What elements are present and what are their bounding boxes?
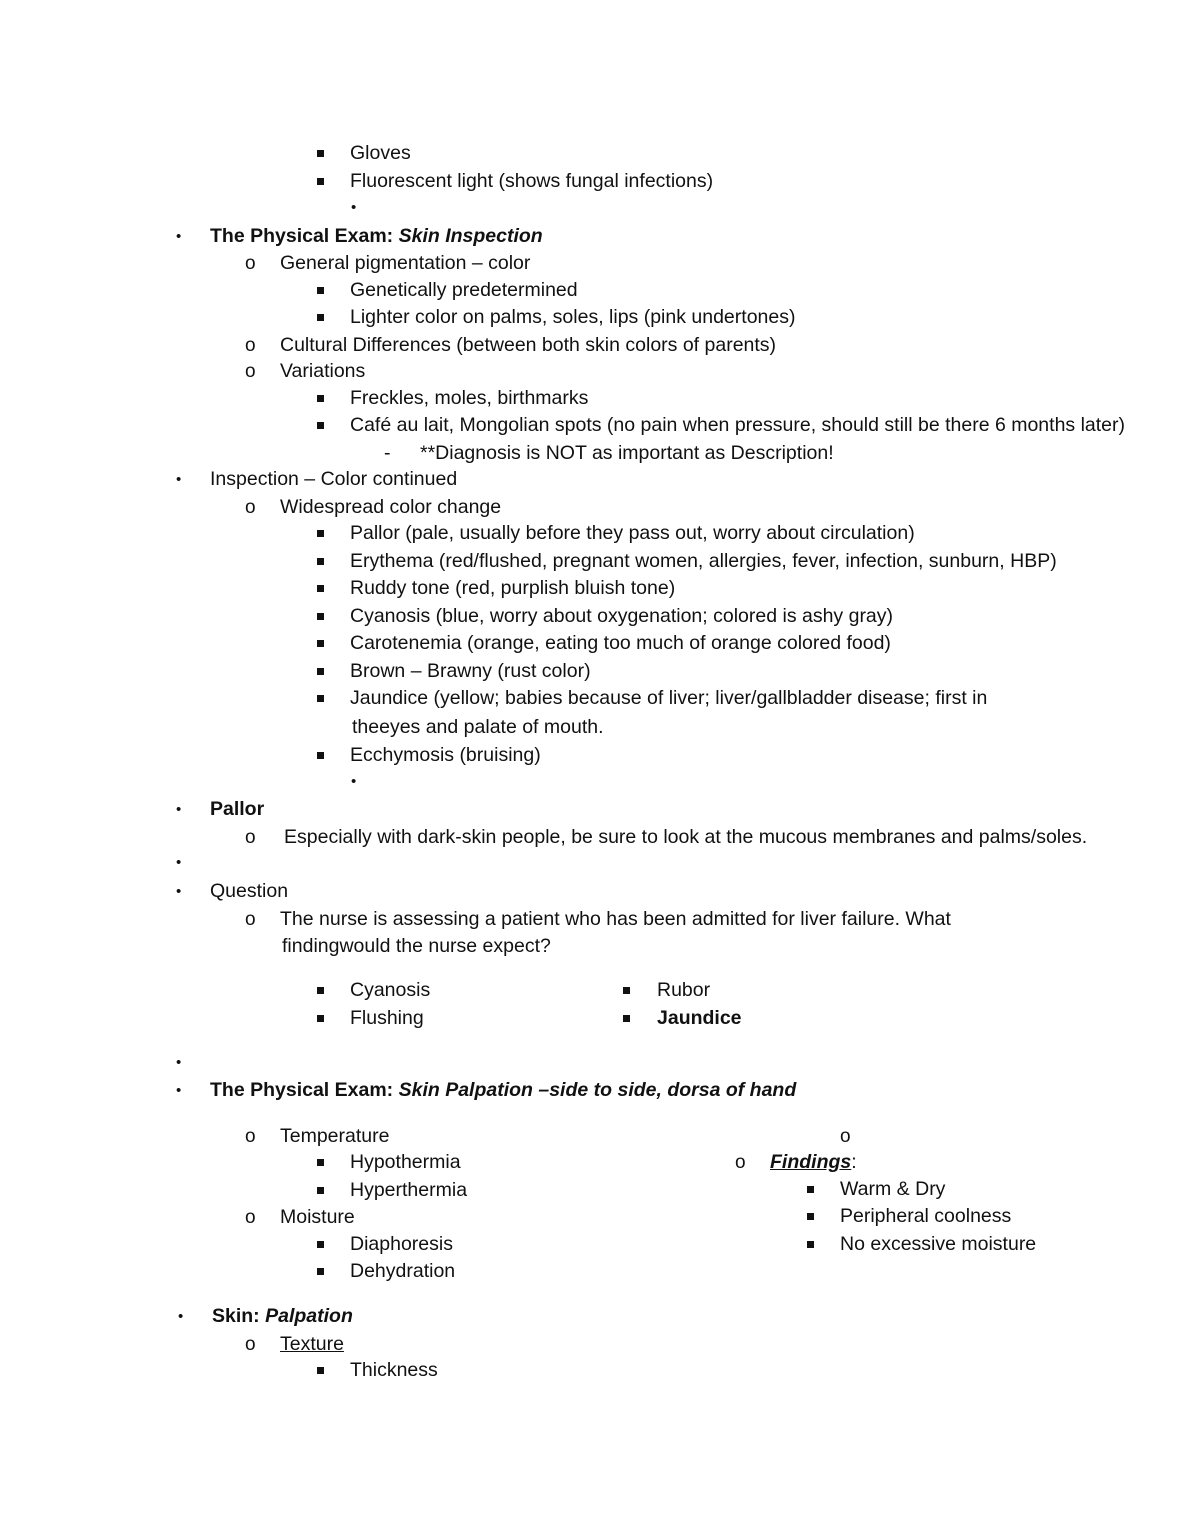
- circle-bullet-icon: o: [245, 497, 256, 518]
- square-bullet-icon: [807, 1186, 814, 1193]
- section-heading: Question: [210, 880, 289, 902]
- circle-bullet-icon: o: [735, 1152, 746, 1173]
- heading-italic-text: Skin Inspection: [398, 225, 543, 247]
- square-bullet-icon: [317, 287, 324, 294]
- list-item: Freckles, moles, birthmarks: [350, 387, 589, 409]
- bullet-icon: •: [176, 854, 182, 871]
- answer-option: Flushing: [350, 1007, 424, 1029]
- section-heading: [210, 1081, 796, 1101]
- list-item: Gloves: [350, 142, 411, 164]
- list-item: Brown – Brawny (rust color): [350, 660, 591, 682]
- square-bullet-icon: [317, 422, 324, 429]
- square-bullet-icon: [317, 1241, 324, 1248]
- findings-label: [770, 1153, 857, 1173]
- heading-bold-text: The Physical Exam:: [210, 1079, 399, 1101]
- circle-bullet-icon: o: [245, 827, 256, 848]
- list-item: Lighter color on palms, soles, lips (pink undertones): [350, 306, 796, 328]
- section-heading: [210, 227, 543, 247]
- square-bullet-icon: [317, 1159, 324, 1166]
- list-item: Diaphoresis: [350, 1233, 453, 1255]
- square-bullet-icon: [317, 1367, 324, 1374]
- square-bullet-icon: [807, 1241, 814, 1248]
- list-item: Especially with dark-skin people, be sure to look at the mucous membranes and palms/soles.: [284, 826, 1088, 848]
- heading-bold-text: Skin:: [212, 1305, 266, 1327]
- square-bullet-icon: [317, 1015, 324, 1022]
- circle-bullet-icon: o: [840, 1126, 851, 1147]
- question-text: The nurse is assessing a patient who has been admitted for liver failure. What: [280, 908, 951, 930]
- circle-bullet-icon: o: [245, 253, 256, 274]
- list-item: Moisture: [280, 1206, 355, 1228]
- circle-bullet-icon: o: [245, 1334, 256, 1355]
- section-heading: [212, 1307, 353, 1327]
- bullet-icon: •: [178, 1308, 184, 1325]
- list-item: Widespread color change: [280, 496, 502, 518]
- bullet-icon: •: [176, 801, 182, 818]
- bullet-icon: •: [176, 1054, 182, 1071]
- square-bullet-icon: [317, 613, 324, 620]
- circle-bullet-icon: o: [245, 909, 256, 930]
- square-bullet-icon: [317, 530, 324, 537]
- square-bullet-icon: [317, 668, 324, 675]
- list-item: Erythema (red/flushed, pregnant women, allergies, fever, infection, sunburn, HBP): [350, 550, 1057, 572]
- list-item: Café au lait, Mongolian spots (no pain when pressure, should still be there 6 months later): [350, 414, 1126, 436]
- finding-item: Warm & Dry: [840, 1178, 946, 1200]
- answer-option: Cyanosis: [350, 979, 431, 1001]
- square-bullet-icon: [317, 150, 324, 157]
- bullet-icon: •: [351, 773, 357, 790]
- bullet-icon: •: [176, 883, 182, 900]
- section-heading: Pallor: [210, 798, 265, 820]
- circle-bullet-icon: o: [245, 1126, 256, 1147]
- list-item: Variations: [280, 360, 366, 382]
- square-bullet-icon: [623, 987, 630, 994]
- square-bullet-icon: [317, 1268, 324, 1275]
- square-bullet-icon: [317, 585, 324, 592]
- bullet-icon: •: [176, 228, 182, 245]
- list-item: Ecchymosis (bruising): [350, 744, 541, 766]
- circle-bullet-icon: o: [245, 1207, 256, 1228]
- question-text: findingwould the nurse expect?: [282, 935, 551, 957]
- square-bullet-icon: [317, 558, 324, 565]
- bullet-icon: •: [176, 471, 182, 488]
- answer-option: Rubor: [657, 979, 711, 1001]
- findings-colon: :: [851, 1151, 857, 1173]
- list-item: Thickness: [350, 1359, 438, 1381]
- dash-bullet-icon: -: [384, 442, 391, 464]
- list-item: General pigmentation – color: [280, 252, 531, 274]
- list-item: Pallor (pale, usually before they pass out, worry about circulation): [350, 522, 915, 544]
- square-bullet-icon: [317, 178, 324, 185]
- circle-bullet-icon: o: [245, 361, 256, 382]
- square-bullet-icon: [317, 752, 324, 759]
- list-item: Carotenemia (orange, eating too much of orange colored food): [350, 632, 891, 654]
- list-item: Ruddy tone (red, purplish bluish tone): [350, 577, 676, 599]
- list-item-continuation: theeyes and palate of mouth.: [352, 716, 604, 738]
- heading-italic-text: Palpation: [265, 1305, 353, 1327]
- findings-label-text: Findings: [770, 1151, 852, 1173]
- list-item: Genetically predetermined: [350, 279, 578, 301]
- bullet-icon: •: [176, 1082, 182, 1099]
- square-bullet-icon: [317, 987, 324, 994]
- list-item: Dehydration: [350, 1260, 456, 1282]
- list-item: Hyperthermia: [350, 1179, 468, 1201]
- square-bullet-icon: [317, 314, 324, 321]
- heading-bold-text: The Physical Exam:: [210, 225, 399, 247]
- list-item: Fluorescent light (shows fungal infections): [350, 170, 714, 192]
- section-heading: Inspection – Color continued: [210, 468, 458, 490]
- finding-item: Peripheral coolness: [840, 1205, 1012, 1227]
- list-item: Hypothermia: [350, 1151, 461, 1173]
- circle-bullet-icon: o: [245, 335, 256, 356]
- bullet-icon: •: [351, 199, 357, 216]
- list-item: Temperature: [280, 1125, 390, 1147]
- square-bullet-icon: [807, 1213, 814, 1220]
- finding-item: No excessive moisture: [840, 1233, 1037, 1255]
- list-item: Texture: [280, 1333, 344, 1355]
- square-bullet-icon: [317, 395, 324, 402]
- list-item: Cultural Differences (between both skin colors of parents): [280, 334, 777, 356]
- square-bullet-icon: [317, 695, 324, 702]
- heading-italic-text: Skin Palpation –side to side, dorsa of hand: [398, 1079, 797, 1101]
- square-bullet-icon: [317, 1187, 324, 1194]
- square-bullet-icon: [623, 1015, 630, 1022]
- answer-option-correct: Jaundice: [657, 1007, 742, 1029]
- list-item: Cyanosis (blue, worry about oxygenation; colored is ashy gray): [350, 605, 894, 627]
- square-bullet-icon: [317, 640, 324, 647]
- note-text: **Diagnosis is NOT as important as Description!: [420, 442, 834, 464]
- list-item: Jaundice (yellow; babies because of liver; liver/gallbladder disease; first in: [350, 687, 988, 709]
